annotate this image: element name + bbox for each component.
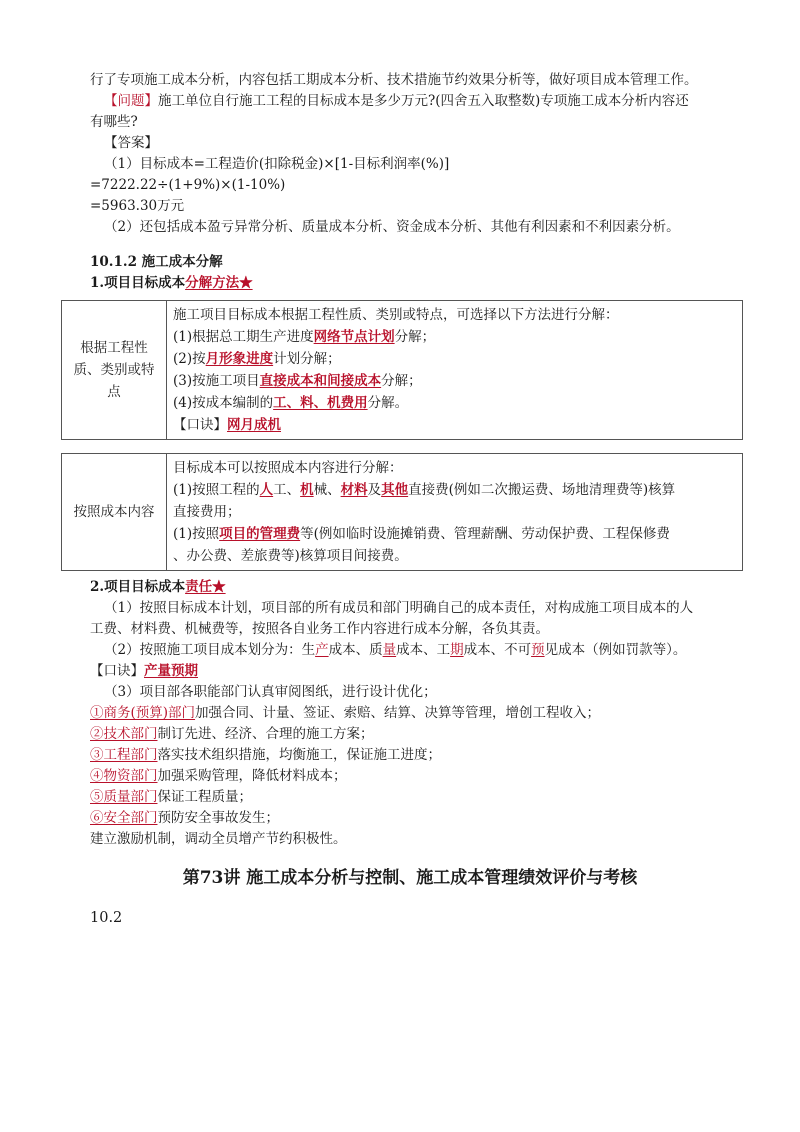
highlight-term: 项目的管理费 (219, 526, 301, 542)
dept-item: ④物资部门加强采购管理，降低材料成本； (90, 768, 347, 784)
table-line: (1)按照工程的人工、机械、材料及其他直接费(例如二次搬运费、场地清理费等)核算 (173, 482, 676, 498)
highlight-char: 量 (382, 642, 397, 658)
highlight-term: 直接成本和间接成本 (259, 373, 382, 389)
table-line: (4)按成本编制的工、料、机费用分解。 (173, 395, 409, 411)
table-line: 、办公费、差旅费等)核算项目间接费。 (173, 548, 408, 564)
dept-name: ①商务(预算)部门 (90, 705, 196, 721)
question-line (90, 91, 730, 112)
table-line: 施工项目目标成本根据工程性质、类别或特点，可选择以下方法进行分解： (173, 307, 619, 323)
dept-name: ②技术部门 (90, 726, 158, 742)
table-line: 目标成本可以按照成本内容进行分解： (173, 460, 403, 476)
question-text: 施工单位自行施工工程的目标成本是多少万元?(四舍五入取整数)专项施工成本分析内容还 (158, 93, 689, 109)
table-label-content: 按照成本内容 (62, 454, 167, 571)
dept-name: ③工程部门 (90, 747, 158, 763)
resp-para-3: （3）项目部各职能部门认真审阅图纸，进行设计优化； (104, 684, 437, 700)
subheading-text: 1.项目目标成本 (90, 275, 186, 291)
document-page (73, 70, 730, 929)
section-heading: 10.1.2 施工成本分解 (90, 254, 223, 270)
answer-line: （1）目标成本=工程造价(扣除税金)×[1-目标利润率(%)] (104, 156, 450, 172)
mnemonic-text: 产量预期 (144, 663, 198, 679)
highlight-term: 其他 (381, 482, 409, 498)
answer-result: =5963.30万元 (90, 198, 185, 214)
subheading-text: 2.项目目标成本 (90, 579, 186, 595)
answer-formula: =7222.22÷(1+9%)×(1-10%) (90, 177, 286, 193)
question-tag: 【问题】 (104, 93, 158, 109)
method-table-nature (61, 300, 743, 440)
highlight-term: 网络节点计划 (313, 329, 395, 345)
highlight-char: 期 (450, 642, 464, 658)
subheading-highlight: 分解方法★ (185, 275, 253, 291)
table-line: (1)根据总工期生产进度网络节点计划分解； (173, 329, 436, 345)
dept-item: ③工程部门落实技术组织措施，均衡施工，保证施工进度； (90, 747, 441, 763)
answer-line-2: （2）还包括成本盈亏异常分析、质量成本分析、资金成本分析、其他有利因素和不利因素分析。 (104, 219, 680, 235)
dept-item: ②技术部门制订先进、经济、合理的施工方案； (90, 726, 374, 742)
lecture-title: 第73讲 施工成本分析与控制、施工成本管理绩效评价与考核 (182, 868, 638, 888)
table-line: 直接费用； (173, 504, 241, 520)
highlight-term: 机 (300, 482, 314, 498)
answer-tag: 【答案】 (104, 135, 158, 151)
mnemonic-text: 网月成机 (227, 417, 281, 433)
table-line: (2)按月形象进度计划分解； (173, 351, 341, 367)
table-label-nature: 根据工程性质、类别或特点 (62, 301, 167, 440)
highlight-term: 材料 (340, 482, 368, 498)
resp-para: （1）按照目标成本计划，项目部的所有成员和部门明确自己的成本责任，对构成施工项目成本的人 (104, 600, 694, 616)
question-line-cont: 有哪些? (90, 114, 138, 130)
table-line: (3)按施工项目直接成本和间接成本分解； (173, 373, 422, 389)
resp-para-2: （2）按照施工项目成本划分为：生产成本、质量成本、工期成本、不可预见成本（例如罚款等）。 (104, 642, 687, 658)
section-number: 10.2 (90, 910, 123, 926)
dept-item: ⑤质量部门保证工程质量； (90, 789, 252, 805)
resp-para-cont: 工费、材料费、机械费等，按照各自业务工作内容进行成本分解，各负其责。 (90, 621, 549, 637)
dept-name: ⑥安全部门 (90, 810, 158, 826)
mnemonic-line: 【口诀】产量预期 (90, 663, 198, 679)
dept-name: ⑤质量部门 (90, 789, 158, 805)
table-line: (1)按照项目的管理费等(例如临时设施摊销费、管理薪酬、劳动保护费、工程保修费 (173, 526, 670, 542)
highlight-term: 人 (259, 482, 274, 498)
intro-line: 行了专项施工成本分析，内容包括工期成本分析、技术措施节约效果分析等，做好项目成本管理工作。 (90, 72, 698, 88)
highlight-char: 产 (315, 642, 329, 658)
dept-item: ⑥安全部门预防安全事故发生； (90, 810, 279, 826)
method-table-content (61, 453, 743, 571)
mnemonic-line: 【口诀】网月成机 (173, 417, 281, 433)
table-content-nature (167, 301, 743, 440)
subheading-decomposition (90, 273, 730, 294)
dept-name: ④物资部门 (90, 768, 158, 784)
highlight-term: 月形象进度 (205, 351, 274, 367)
table-content-content (167, 454, 743, 571)
highlight-term: 工、料、机费用 (273, 395, 368, 411)
highlight-char: 预 (531, 642, 545, 658)
dept-item: ①商务(预算)部门加强合同、计量、签证、索赔、结算、决算等管理，增创工程收入； (90, 705, 601, 721)
resp-closing: 建立激励机制，调动全员增产节约积极性。 (90, 831, 347, 847)
subheading-highlight: 责任★ (185, 579, 226, 595)
subheading-responsibility (90, 577, 730, 598)
